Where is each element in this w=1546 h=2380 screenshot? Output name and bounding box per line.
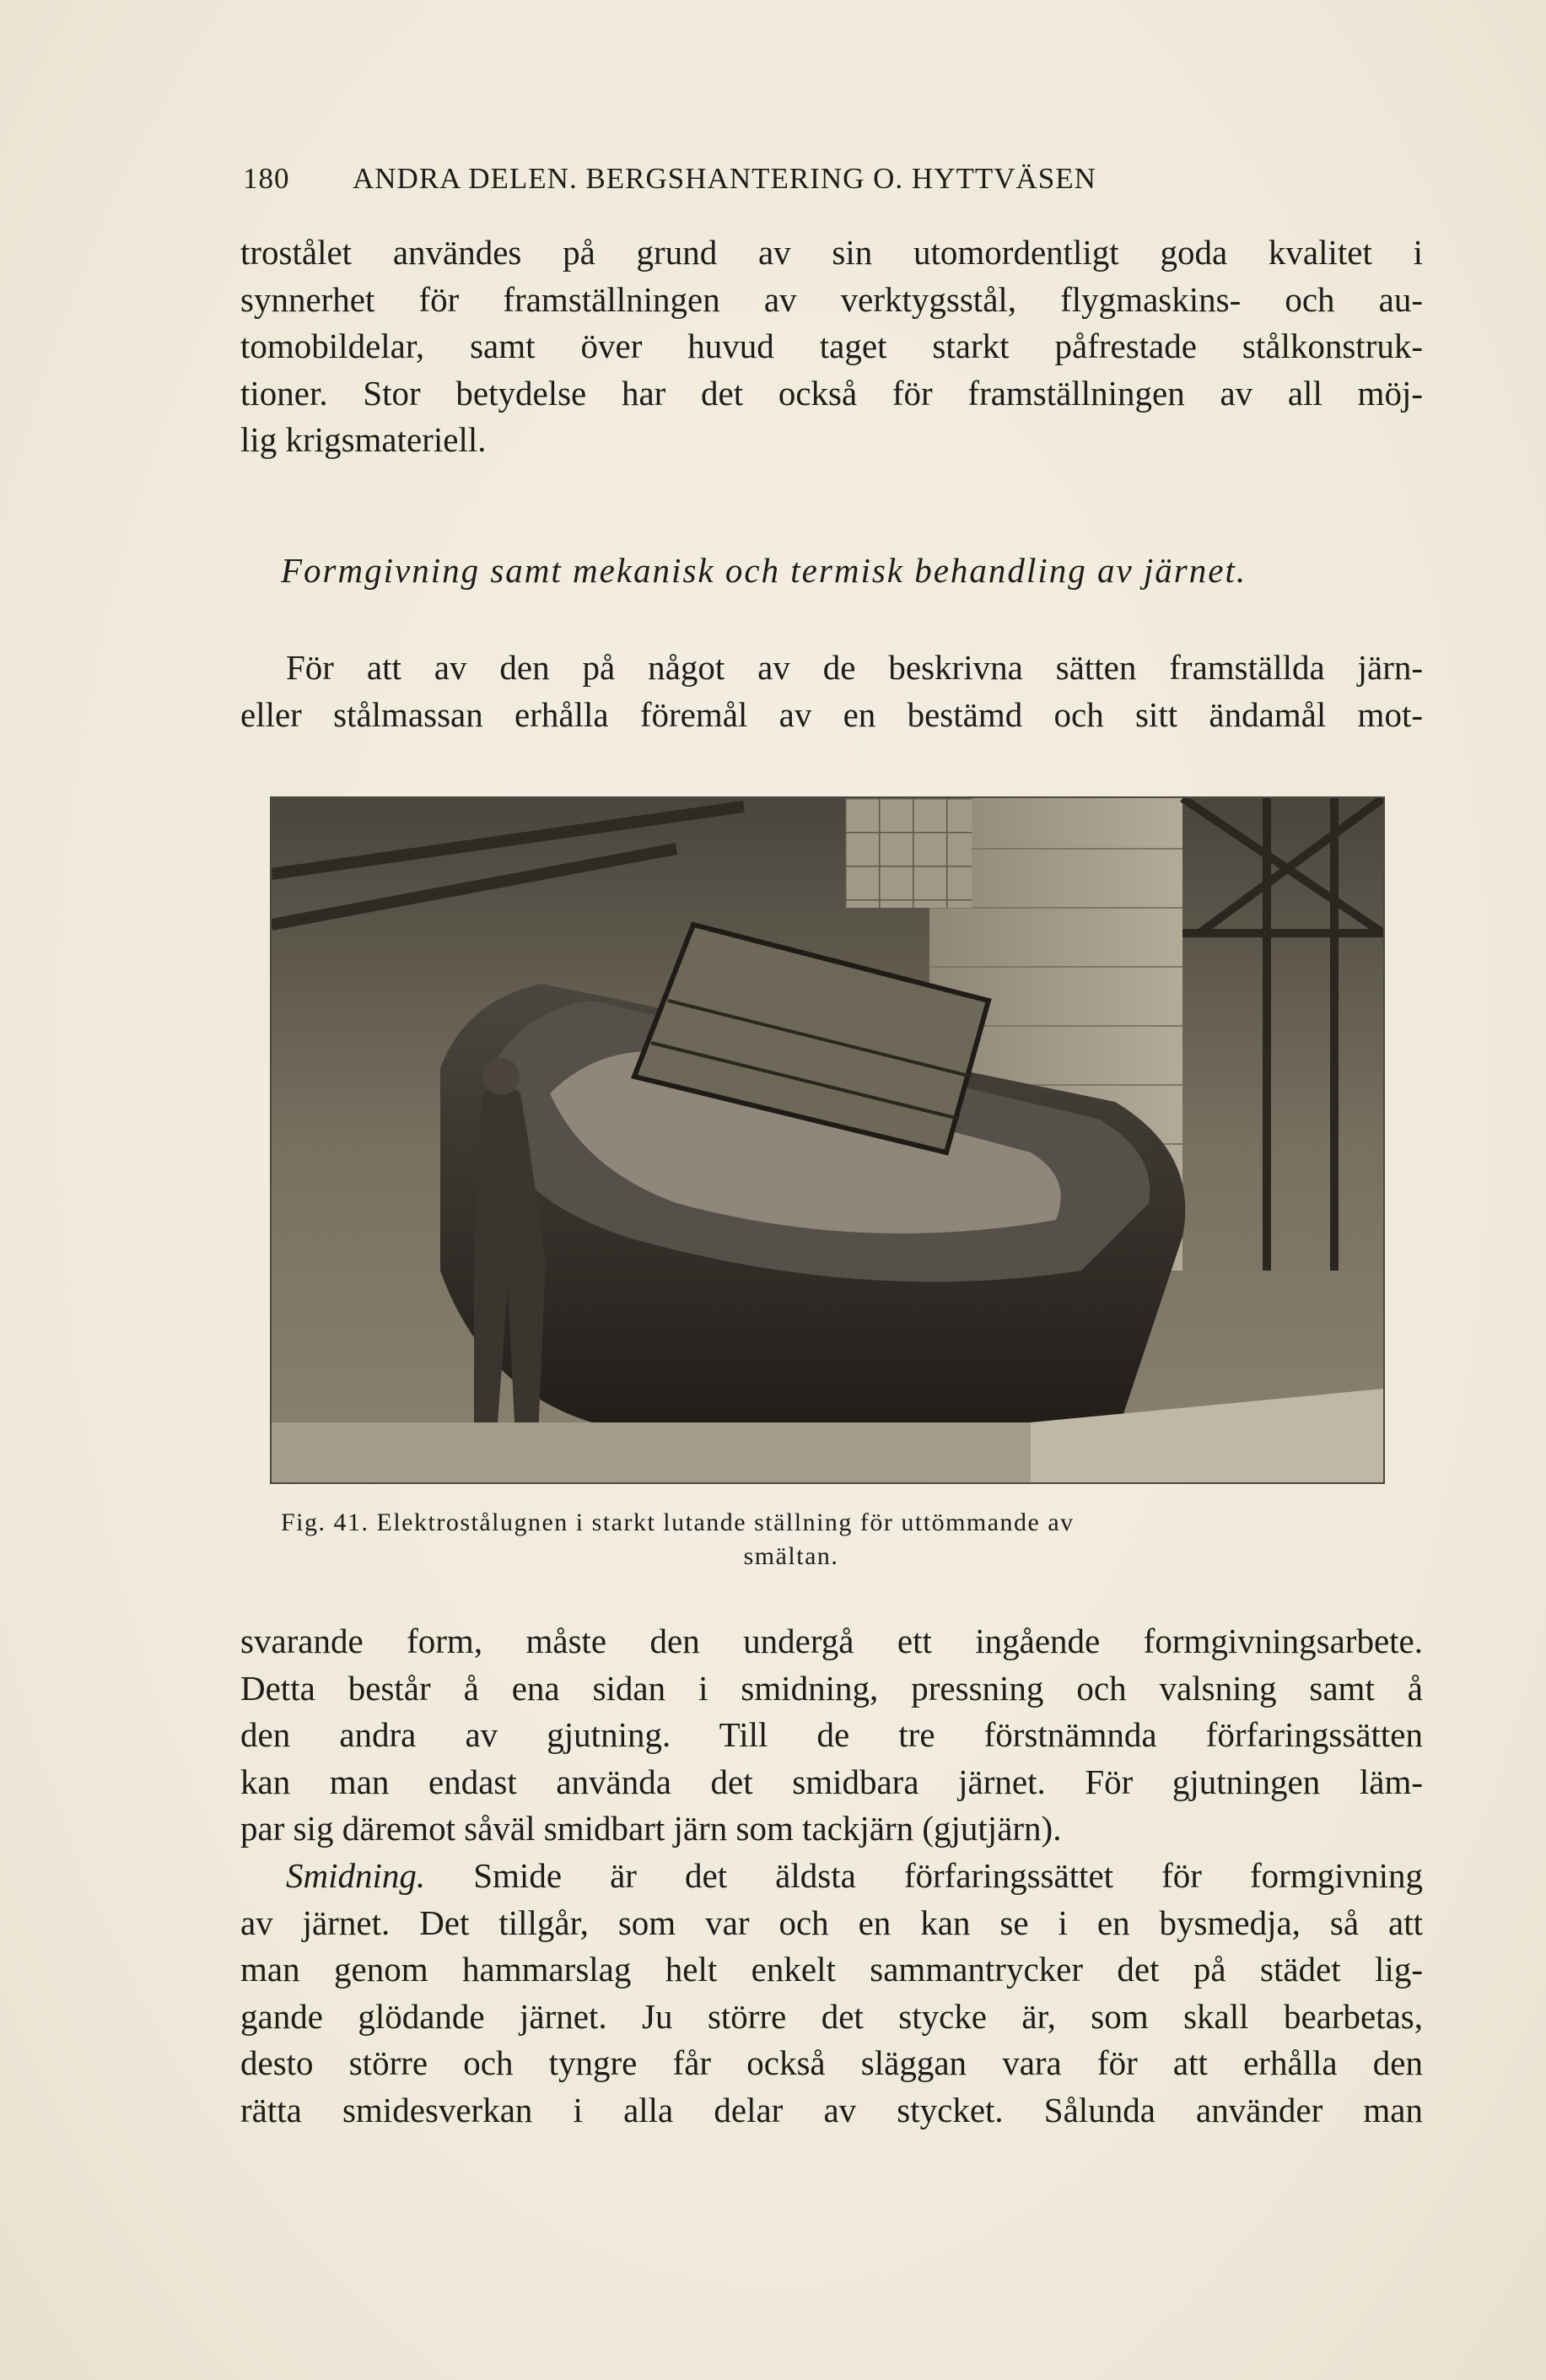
text-line — [240, 1853, 1423, 1900]
page-number: 180 — [243, 162, 290, 195]
text-line: lig krigsmateriell. — [240, 420, 487, 459]
text-line: tioner. Stor betydelse har det också för framställningen av all möj- — [240, 373, 1423, 413]
run-in-heading: Smidning. — [286, 1856, 426, 1895]
text-line: den andra av gjutning. Till de tre förstnämnda förfaringssätten — [240, 1715, 1423, 1754]
caption-line: smältan. — [743, 1542, 839, 1570]
caption-line: Fig. 41. Elektrostålugnen i starkt lutande ställning för uttömmande av — [281, 1508, 1075, 1536]
paragraph-4 — [240, 1853, 1423, 2134]
text-line: av järnet. Det tillgår, som var och en kan se i en bysmedja, så att — [240, 1902, 1423, 1942]
text-line: svarande form, måste den undergå ett ingående formgivningsarbete. — [240, 1622, 1423, 1660]
figure-caption — [281, 1506, 1377, 1573]
text-line: tomobildelar, samt över huvud taget starkt påfrestade stålkonstruk- — [240, 327, 1423, 365]
text-line: trostålet användes på grund av sin utomordentligt goda kvalitet i — [240, 233, 1423, 272]
figure-photo-furnace — [270, 796, 1385, 1484]
text-line: desto större och tyngre får också släggan vara för att erhålla den — [240, 2043, 1423, 2082]
section-heading: Formgivning samt mekanisk och termisk behandling av järnet. — [281, 551, 1247, 590]
paragraph-1 — [240, 229, 1423, 464]
page-header — [243, 162, 1322, 196]
text-line: synnerhet för framställningen av verktygsstål, flygmaskins- och au- — [240, 279, 1423, 319]
text-line: rätta smidesverkan i alla delar av stycket. Sålunda använder man — [240, 2090, 1423, 2129]
text-line: Detta består å ena sidan i smidning, pressning och valsning samt å — [240, 1668, 1423, 1708]
text-line: gande glödande järnet. Ju större det stycke är, som skall bearbetas, — [240, 1996, 1423, 2036]
paragraph-3 — [240, 1618, 1423, 1853]
text-line: För att av den på något av de beskrivna sätten framställda järn- — [286, 648, 1423, 687]
text-line: man genom hammarslag helt enkelt sammantrycker det på städet lig- — [240, 1950, 1423, 1989]
paragraph-2 — [240, 645, 1423, 738]
running-title: ANDRA DELEN. BERGSHANTERING O. HYTTVÄSEN — [353, 162, 1096, 195]
text-line: eller stålmassan erhålla föremål av en bestämd och sitt ändamål mot- — [240, 694, 1423, 734]
text-line: kan man endast använda det smidbara järnet. För gjutningen läm- — [240, 1762, 1423, 1801]
text-run: Smide är det äldsta förfaringssättet för formgivning — [425, 1856, 1423, 1895]
text-line: par sig däremot såväl smidbart järn som tackjärn (gjutjärn). — [240, 1809, 1062, 1848]
furnace-photo-illustration — [272, 798, 1383, 1482]
